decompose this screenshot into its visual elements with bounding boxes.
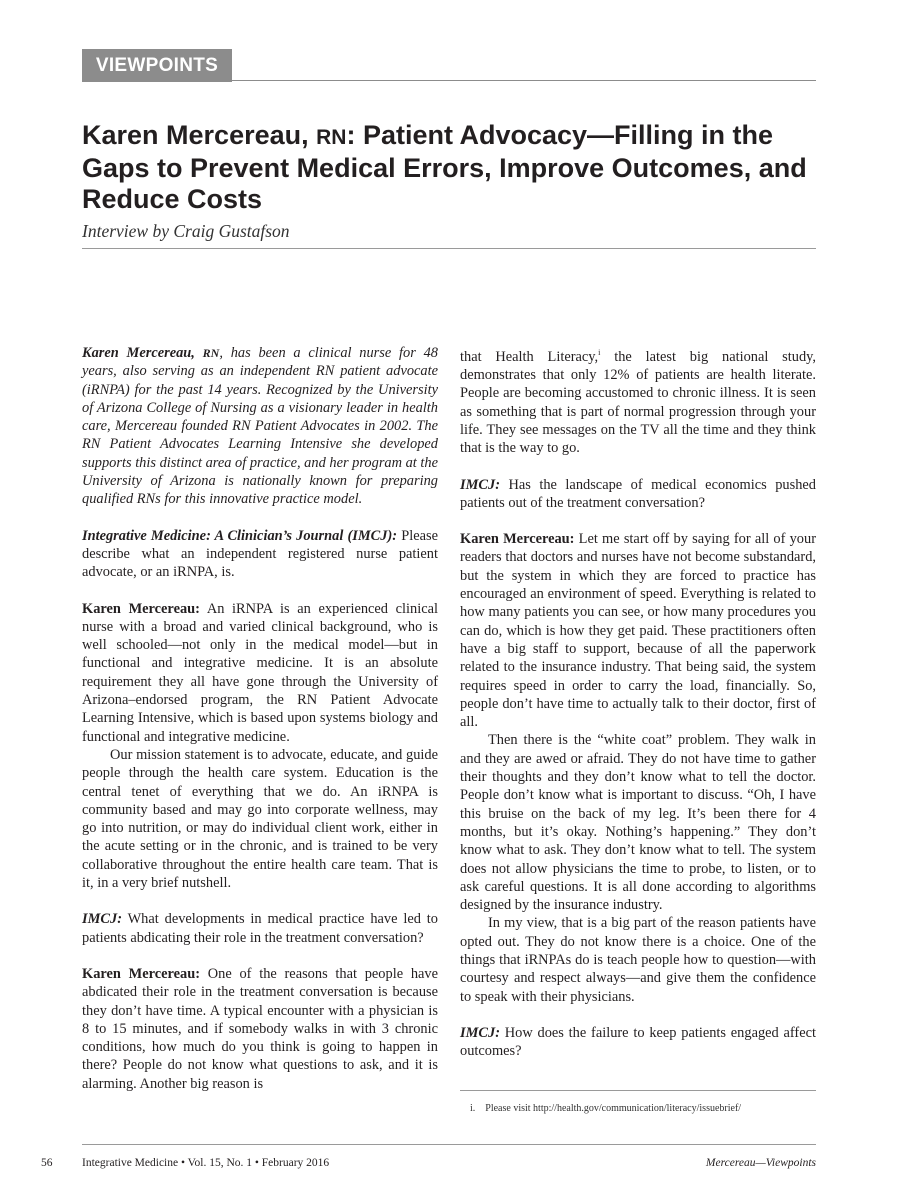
answer-text: One of the reasons that people have abdicated their role in the treatment conversation is because they don’t have time. A typical encounter with a physician is 8 to 15 minutes, and if somebody walks in with 3 chronic conditions, how much do you think is going to happen in there? People do not know what questions to ask, and it is alarming. Another big reason is <box>82 965 438 1092</box>
journal-info: Integrative Medicine • Vol. 15, No. 1 • February 2016 <box>82 1157 330 1169</box>
question-text: How does the failure to keep patients engaged affect outcomes? <box>460 1024 816 1060</box>
title-part-2: : Patient Advocacy—Filling in the Gaps to Prevent Medical Errors, Improve Outcomes, and Reduce Costs <box>82 120 807 214</box>
answer-3-paragraph-3: In my view, that is a big part of the reason patients have opted out. They do not know there is a choice. One of the things that iRNPAs do is teach people how to question—with courtesy and respect always—and give them the confidence to speak with their physicians. <box>460 915 816 1005</box>
bio-name: Karen Mercereau, <box>82 345 203 361</box>
left-column <box>82 344 438 1093</box>
answer-2-continued <box>460 344 816 458</box>
footnote-rule <box>460 1090 816 1091</box>
answer-text: that Health Literacy, <box>460 348 599 365</box>
running-head: Mercereau—Viewpoints <box>705 1157 816 1169</box>
question-label: IMCJ: <box>460 1024 500 1041</box>
question-text: Has the landscape of medical economics pushed patients out of the treatment conversation? <box>460 476 816 511</box>
question-label: IMCJ: <box>460 476 500 493</box>
answer-1-paragraph <box>82 600 438 746</box>
question-text: Please describe what an independent registered nurse patient advocate, or an iRNPA, is. <box>82 527 438 581</box>
footnote-number: i. <box>470 1103 476 1114</box>
author-bio <box>82 344 438 509</box>
answer-2-paragraph <box>82 965 438 1093</box>
speaker-label: Karen Mercereau: <box>460 531 575 548</box>
question-text: What developments in medical practice have led to patients abdicating their role in the treatment conversation? <box>82 911 438 946</box>
page-number: 56 <box>41 1157 53 1169</box>
question-label: Integrative Medicine: A Clinician’s Journal (IMCJ): <box>82 527 398 544</box>
section-tag: VIEWPOINTS <box>82 49 232 82</box>
question-4 <box>460 1024 816 1061</box>
question-label: IMCJ: <box>82 911 122 928</box>
bio-credential: RN <box>202 346 220 360</box>
question-2 <box>82 910 438 947</box>
answer-3-paragraph-2: Then there is the “white coat” problem. They walk in and they are awed or afraid. They do not have time to gather their thoughts and they don’t know what to tell the doctor. People don’t know what is important to discuss. “Oh, I have this bruise on the back of my leg. It’s been there for 4 months, but it’s okay. Nothing’s happening.” They don’t know what to ask. They don’t know what to tell. The system does not allow physicians the time to probe, to listen, or to ask careful questions. It is all done according to algorithms designed by the insurance industry. <box>460 732 816 914</box>
answer-text: the latest big national study, demonstrates that only 12% of patients are health literate. People are becoming accustomed to chronic illness. It is seen as something that is part of normal progression through your life. They see messages on the TV all the time and they think that is the way to go. <box>460 348 817 457</box>
header-rule <box>232 80 816 81</box>
answer-3-paragraph <box>460 530 816 731</box>
answer-text: Let me start off by saying for all of your readers that doctors and nurses have not become substandard, but the system in which they are forced to practice has encouraged an environment of speed. Everything is related to how many patients you can see, or how many procedures you can do, which is how they get paid. These practitioners often have a big staff to support, because of all the paperwork related to the insurance industry. That being said, the system requires speed in order to carry the load, financially. So, people don’t have time to actually talk to their doctor, first of all. <box>460 531 816 731</box>
article-title <box>82 120 822 215</box>
title-part-1: Karen Mercereau, <box>82 120 317 150</box>
footer-rule <box>82 1144 816 1145</box>
speaker-label: Karen Mercereau: <box>82 965 201 982</box>
answer-1-paragraph-2: Our mission statement is to advocate, educate, and guide people through the health care system. Education is the central tenet of everything that we do. An iRNPA is community based and may go into corporate wellness, may go into nutrition, or may do individual client work, either in the acute setting or in the chronic, and is trained to be very collaborative throughout the entire health care team. That is it, in a very brief nutshell. <box>82 746 438 892</box>
bio-text: , has been a clinical nurse for 48 years, also serving as an independent RN patient advocate (iRNPA) for the past 14 years. Recognized by the University of Arizona College of Nursing as a visionary leader in health care, Mercereau founded RN Patient Advocates in 2002. The RN Patient Advocates Learning Intensive she developed supports this distinct area of practice, and her program at the University of Arizona is nationally known for preparing qualified RNs for this innovative practice model. <box>82 345 438 508</box>
answer-text: An iRNPA is an experienced clinical nurse with a broad and varied clinical background, who is well schooled—not only in the medical model—but in functional and integrative medicine. It is an absolute requirement they all have gone through the University of Arizona–endorsed program, the RN Patient Advocate Learning Intensive, which is based upon systems biology and functional and integrative medicine. <box>82 600 439 745</box>
speaker-label: Karen Mercereau: <box>82 600 200 617</box>
footnote-text: Please visit http://health.gov/communication/literacy/issuebrief/ <box>485 1103 742 1114</box>
title-credential: RN <box>316 126 347 149</box>
right-column <box>460 344 816 1078</box>
footnote-reference: i <box>598 348 601 357</box>
question-1 <box>82 527 438 582</box>
question-3 <box>460 476 816 513</box>
footnote <box>470 1103 741 1114</box>
byline: Interview by Craig Gustafson <box>82 221 290 241</box>
title-rule <box>82 248 816 249</box>
